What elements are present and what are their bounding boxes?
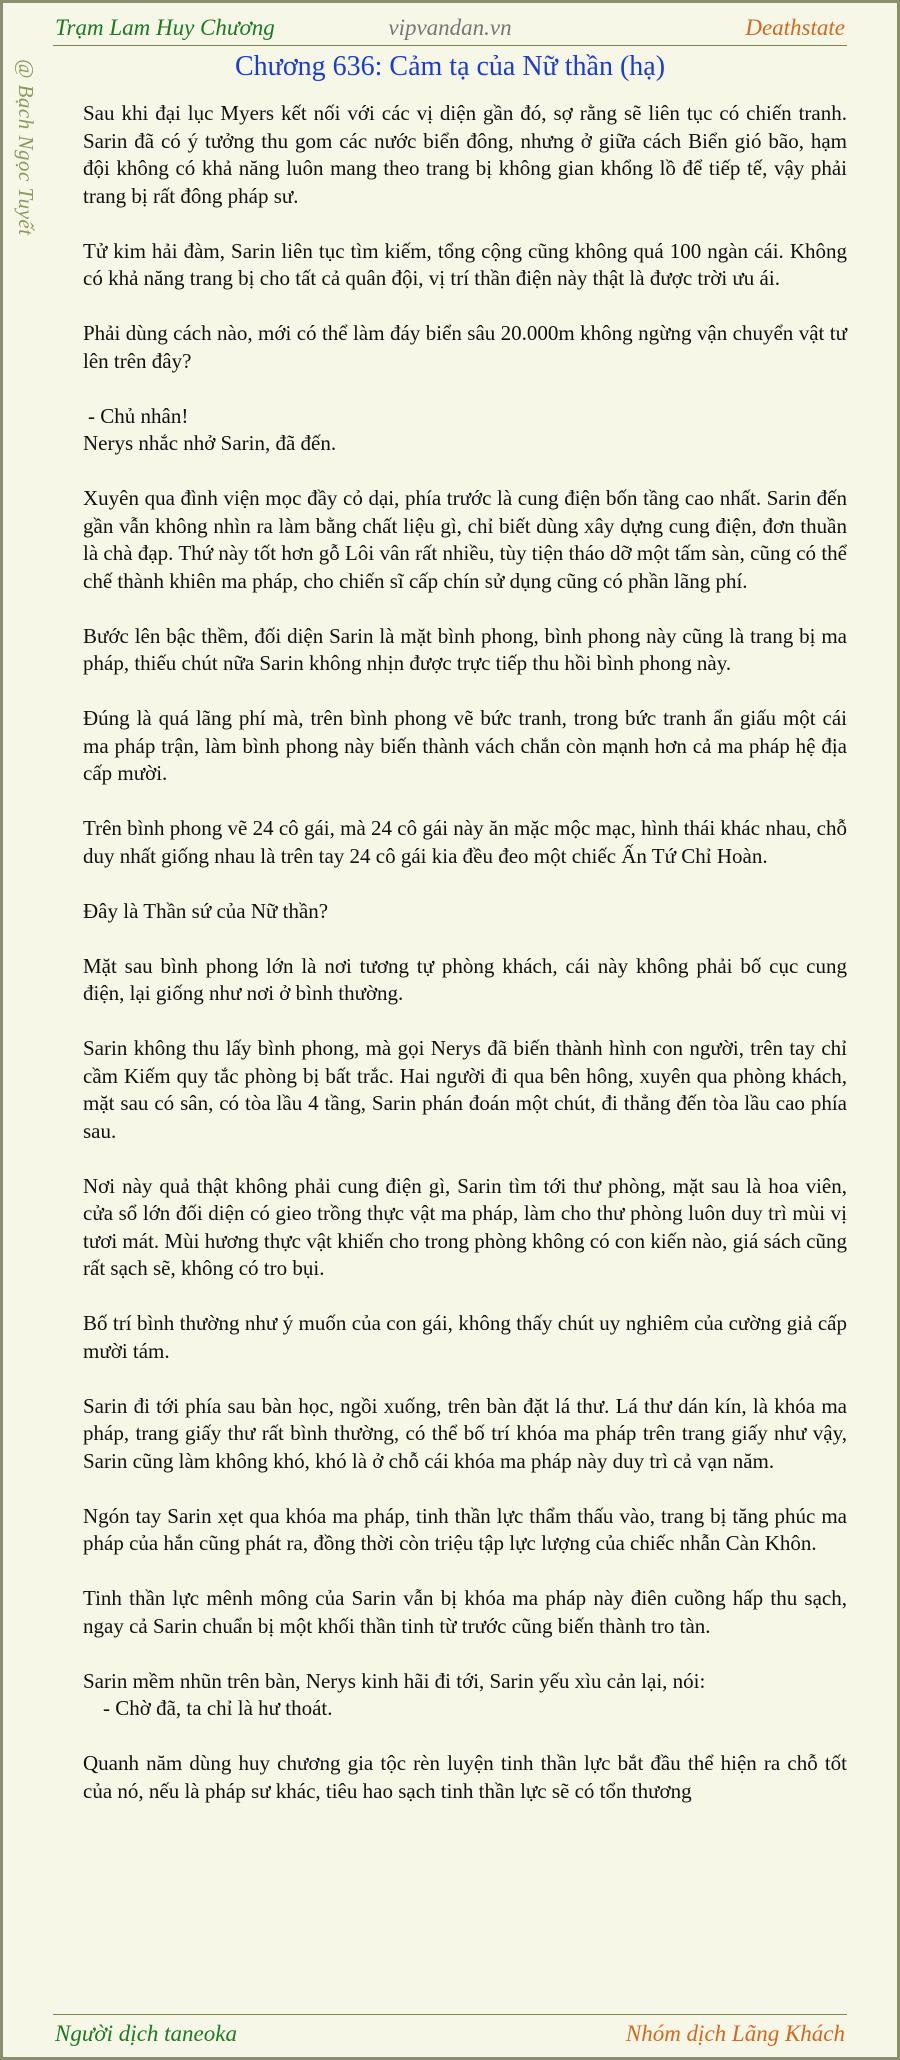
side-credit: @ Bạch Ngọc Tuyết (14, 59, 38, 236)
paragraph: Bố trí bình thường như ý muốn của con gái, không thấy chút uy nghiêm của cường giả cấp mười tám. (83, 1311, 847, 1363)
paragraph: Phải dùng cách nào, mới có thể làm đáy biển sâu 20.000m không ngừng vận chuyển vật tư lên trên đây? (83, 321, 847, 373)
chapter-title: Chương 636: Cảm tạ của Nữ thần (hạ) (234, 51, 666, 82)
paragraph: Ngón tay Sarin xẹt qua khóa ma pháp, tinh thần lực thẩm thấu vào, trang bị tăng phúc ma pháp của hắn cũng phát ra, đồng thời còn triệu tập lực lượng của chiếc nhẫn Càn Khôn. (83, 1503, 847, 1555)
paragraph: Xuyên qua đình viện mọc đầy cỏ dại, phía trước là cung điện bốn tầng cao nhất. Sarin đến gần vẫn không nhìn ra làm bằng chất liệu gì, chỉ biết dùng xây dựng cung điện, đơn thuần là chà đạp. Thứ này tốt hơn gỗ Lôi vân rất nhiều, tùy tiện tháo dỡ một tấm sàn, cũng có thể chế thành khiên ma pháp, cho chiến sĩ cấp chín sử dụng cũng có phần lãng phí. (83, 486, 847, 593)
paragraph: Sarin mềm nhũn trên bàn, Nerys kinh hãi đi tới, Sarin yếu xìu cản lại, nói: (83, 1668, 706, 1693)
paragraph: Mặt sau bình phong lớn là nơi tương tự phòng khách, cái này không phải bố cục cung điện, lại giống như nơi ở bình thường. (83, 953, 847, 1005)
header-site-title: Trạm Lam Huy Chương (55, 15, 275, 40)
paragraph: Đây là Thần sứ của Nữ thần? (83, 898, 329, 923)
footer-translator: Người dịch taneoka (55, 2021, 237, 2046)
paragraph: Sarin không thu lấy bình phong, mà gọi Nerys đã biến thành hình con người, trên tay chỉ cầm Kiếm quy tắc phòng bị bất trắc. Hai người đi qua bên hông, xuyên qua phòng khách, mặt sau có sân, có tòa lầu 4 tầng, Sarin phán đoán một chút, đi thẳng đến tòa lầu cao phía sau. (83, 1036, 847, 1143)
paragraph: Quanh năm dùng huy chương gia tộc rèn luyện tinh thần lực bắt đầu thể hiện ra chỗ tốt của nó, nếu là pháp sư khác, tiêu hao sạch tinh thần lực sẽ có tổn thương (83, 1751, 847, 1803)
chapter-body (83, 100, 847, 1805)
header-author: Deathstate (745, 15, 845, 40)
paragraph: Sarin đi tới phía sau bàn học, ngồi xuống, trên bàn đặt lá thư. Lá thư dán kín, là khóa ma pháp, trang giấy thư rất bình thường, có thể bố trí khóa ma pháp trên trang giấy như vậy, Sarin cũng làm không khó, khó là ở chỗ cái khóa ma pháp này duy trì cả vạn năm. (83, 1393, 847, 1473)
header-website: vipvandan.vn (388, 15, 512, 40)
paragraph: Đúng là quá lãng phí mà, trên bình phong vẽ bức tranh, trong bức tranh ẩn giấu một cái ma pháp trận, làm bình phong này biến thành vách chắn còn mạnh hơn cả ma pháp hệ địa cấp mười. (83, 706, 847, 785)
footer-group: Nhóm dịch Lãng Khách (625, 2021, 845, 2046)
paragraph: Tinh thần lực mênh mông của Sarin vẫn bị khóa ma pháp này điên cuồng hấp thu sạch, ngay cả Sarin chuẩn bị một khối thần tinh từ trước cũng biến thành tro tàn. (83, 1586, 847, 1638)
paragraph: Tử kim hải đàm, Sarin liên tục tìm kiếm, tổng cộng cũng không quá 100 ngàn cái. Không có khả năng trang bị cho tất cả quân đội, vị trí thần điện này thật là được trời ưu ái. (83, 238, 847, 290)
paragraph: Nơi này quả thật không phải cung điện gì, Sarin tìm tới thư phòng, mặt sau là hoa viên, cửa sổ lớn đối diện có gieo trồng thực vật ma pháp, làm cho thư phòng luôn duy trì mùi vị tươi mát. Mùi hương thực vật khiến cho trong phòng không có con kiến nào, giá sách cũng rất sạch sẽ, không có tro bụi. (83, 1173, 847, 1280)
dialogue-line: - Chủ nhân! (88, 403, 189, 428)
page-header (53, 11, 847, 46)
paragraph: Bước lên bậc thềm, đối diện Sarin là mặt bình phong, bình phong này cũng là trang bị ma pháp, thiếu chút nữa Sarin không nhịn được trực tiếp thu hồi bình phong này. (83, 623, 847, 675)
paragraph: Sau khi đại lục Myers kết nối với các vị diện gần đó, sợ rằng sẽ liên tục có chiến tranh. Sarin đã có ý tưởng thu gom các nước biển đông, nhưng ở giữa cách Biển gió bão, hạm đội không có khả năng luôn mang theo trang bị không gian khổng lồ để tiếp tế, vậy phải trang bị rất đông pháp sư. (83, 101, 847, 208)
paragraph: Nerys nhắc nhở Sarin, đã đến. (83, 431, 337, 455)
page-footer (53, 2014, 847, 2057)
paragraph: Trên bình phong vẽ 24 cô gái, mà 24 cô gái này ăn mặc mộc mạc, hình thái khác nhau, chỗ duy nhất giống nhau là trên tay 24 cô gái kia đều đeo một chiếc Ấn Tứ Chỉ Hoàn. (83, 816, 847, 868)
dialogue-line: - Chờ đã, ta chỉ là hư thoát. (103, 1696, 333, 1720)
